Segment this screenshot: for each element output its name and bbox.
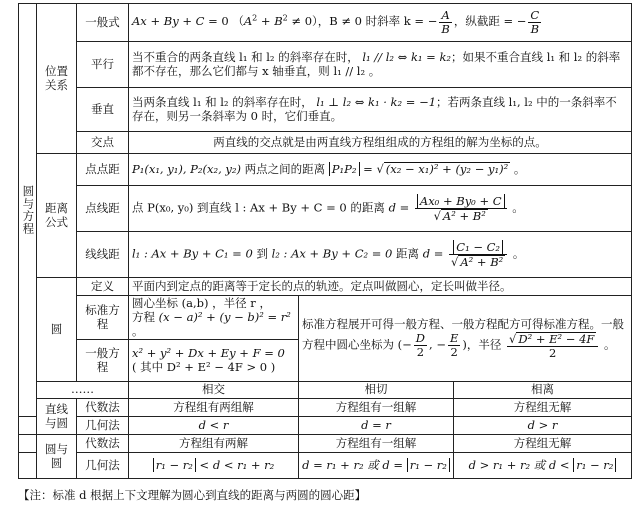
row-label-line-line: 线线距	[77, 232, 129, 278]
parallel-cell: 当不重合的两条直线 l₁ 和 l₂ 的斜率存在时， l₁ // l₂ ⇔ k₁ = k₂；如果不重合直线 l₁ 和 l₂ 的斜率都不存在，那么它们都与 x 轴垂直，则 l₁ // l₂ 。	[129, 42, 632, 88]
dots-cell: ……	[37, 382, 129, 399]
formula-table	[18, 3, 632, 479]
footnote: 【注：标准 d 根据上下文理解为圆心到直线的距离与两圆的圆心距】	[18, 488, 367, 502]
cc-algebraic-separate: 方程组无解	[454, 435, 632, 453]
slope-text: ，B ≠ 0 时斜率 k =	[317, 14, 428, 29]
group-label-line-circle: 直线与圆	[37, 399, 77, 435]
perp-text-1: 当两条直线 l₁ 和 l₂ 的斜率存在时，	[132, 94, 313, 109]
header-separate: 相离	[454, 382, 632, 399]
row-label-geometric-2: 几何法	[77, 453, 129, 479]
intercept-text: ，纵截距 =	[453, 14, 517, 29]
perpendicular-cell: 当两条直线 l₁ 和 l₂ 的斜率存在时， l₁ ⊥ l₂ ⇔ k₁ · k₂ = −1；若两条直线 l₁, l₂ 中的一条斜率不存在，则另一条斜率为 0 时，它们垂直。	[129, 88, 632, 132]
row-label-geometric: 几何法	[77, 417, 129, 435]
cc-geometric-tangent: d = r₁ + r₂ 或 d = r₁ − r₂	[299, 453, 454, 479]
group-label-position: 位置关系	[37, 4, 77, 154]
lc-geometric-tangent: d = r	[299, 417, 454, 435]
general-condition: ( 其中 D² + E² − 4F > 0 )	[132, 359, 276, 374]
row-label-general: 一般式	[77, 4, 129, 42]
row-label-algebraic: 代数法	[77, 399, 129, 417]
point-line-cell: 点 P(x₀, y₀) 到直线 l : Ax + By + C = 0 的距离 d = $\frac{\text{Ax₀ + By₀ + C}}{\text{√ A² + B²}}$ 。	[129, 186, 632, 232]
row-label-point-line: 点线距	[77, 186, 129, 232]
group-label-circle-line: 圆与方程	[19, 4, 37, 417]
standard-eq-cell: 圆心坐标 (a,b) ，半径 r ， 方程 (x − a)² + (y − b)² = r² 。	[129, 296, 299, 340]
header-tangent: 相切	[299, 382, 454, 399]
parallel-text-2: ；如果不重合直线 l₁ 和 l₂ 的斜率都不存在，那么它们都与 x 轴垂直，则 l₁ // l₂ 。	[132, 49, 621, 78]
ll-text: 到	[256, 246, 268, 261]
intersection-text: 两直线的交点就是由两直线方程组组成的方程组的解为坐标的点。	[129, 132, 632, 154]
group-label-circle-circle: 圆与圆	[37, 435, 77, 479]
general-eq-cell: x² + y² + Dx + Ey + F = 0 ( 其中 D² + E² − 4F > 0 )	[129, 340, 299, 382]
header-intersect: 相交	[129, 382, 299, 399]
standard-general-explain: 标准方程展开可得一般方程、一般方程配方可得标准方程。一般方程中圆心坐标为 (− $\frac{D}{2}$ , − $\frac{E}{2}$ )，半径 $\frac{\text{√ D² + E² − 4F}}{2}$ 。	[299, 296, 632, 382]
row-label-algebraic-2: 代数法	[77, 435, 129, 453]
row-label-definition: 定义	[77, 278, 129, 296]
pp-text: 两点之间的距离	[244, 162, 326, 177]
row-label-perpendicular: 垂直	[77, 88, 129, 132]
ll-text-2: 距离	[396, 246, 420, 261]
lc-algebraic-separate: 方程组无解	[454, 399, 632, 417]
line-line-cell: l₁ : Ax + By + C₁ = 0 到 l₂ : Ax + By + C₂ = 0 距离 d = $\frac{\text{C₁ − C₂}}{\text{√ A² + B²}}$ 。	[129, 232, 632, 278]
general-form-cell: Ax + By + C = 0 $(A^2 + B^2 \ne 0)$，B ≠ 0 时斜率 k = − $\frac{A}{B}$ ，纵截距 = − $\frac{C}{B}$	[129, 4, 632, 42]
lc-algebraic-tangent: 方程组有一组解	[299, 399, 454, 417]
definition-text: 平面内到定点的距离等于定长的点的轨迹。定点叫做圆心，定长叫做半径。	[129, 278, 632, 296]
lc-algebraic-intersect: 方程组有两组解	[129, 399, 299, 417]
group-label-circle: 圆	[37, 278, 77, 382]
radius-word: ，半径	[466, 337, 502, 352]
lc-geometric-intersect: d < r	[129, 417, 299, 435]
row-label-general-eq: 一般方程	[77, 340, 129, 382]
point-point-cell: P₁(x₁, y₁), P₂(x₂, y₂) 两点之间的距离 P₁P₂ = √ (x₂ − x₁)² + (y₂ − y₁)² 。	[129, 154, 632, 186]
perp-text-2: ；若两条直线 l₁, l₂ 中的一条斜率不存在，则另一条斜率为 0 时，它们垂直。	[132, 94, 617, 123]
standard-text: 标准方程展开可得一般方程、一般方程配方可得标准方程。一般方程中圆心坐标为	[302, 317, 624, 352]
center-radius-text: 圆心坐标 (a,b) ，半径 r ，	[132, 296, 271, 310]
cc-geometric-intersect: r₁ − r₂ < d < r₁ + r₂	[129, 453, 299, 479]
row-label-intersection: 交点	[77, 132, 129, 154]
row-label-point-point: 点点距	[77, 154, 129, 186]
row-label-parallel: 平行	[77, 42, 129, 88]
cc-algebraic-tangent: 方程组有一组解	[299, 435, 454, 453]
cc-geometric-separate: d > r₁ + r₂ 或 d < r₁ − r₂	[454, 453, 632, 479]
group-label-distance: 距离公式	[37, 154, 77, 278]
cc-algebraic-intersect: 方程组有两解	[129, 435, 299, 453]
lc-geometric-separate: d > r	[454, 417, 632, 435]
row-label-standard: 标准方程	[77, 296, 129, 340]
pl-text: 点 P(x₀, y₀) 到直线 l : Ax + By + C = 0 的距离	[132, 200, 385, 215]
parallel-text-1: 当不重合的两条直线 l₁ 和 l₂ 的斜率存在时，	[132, 49, 359, 64]
